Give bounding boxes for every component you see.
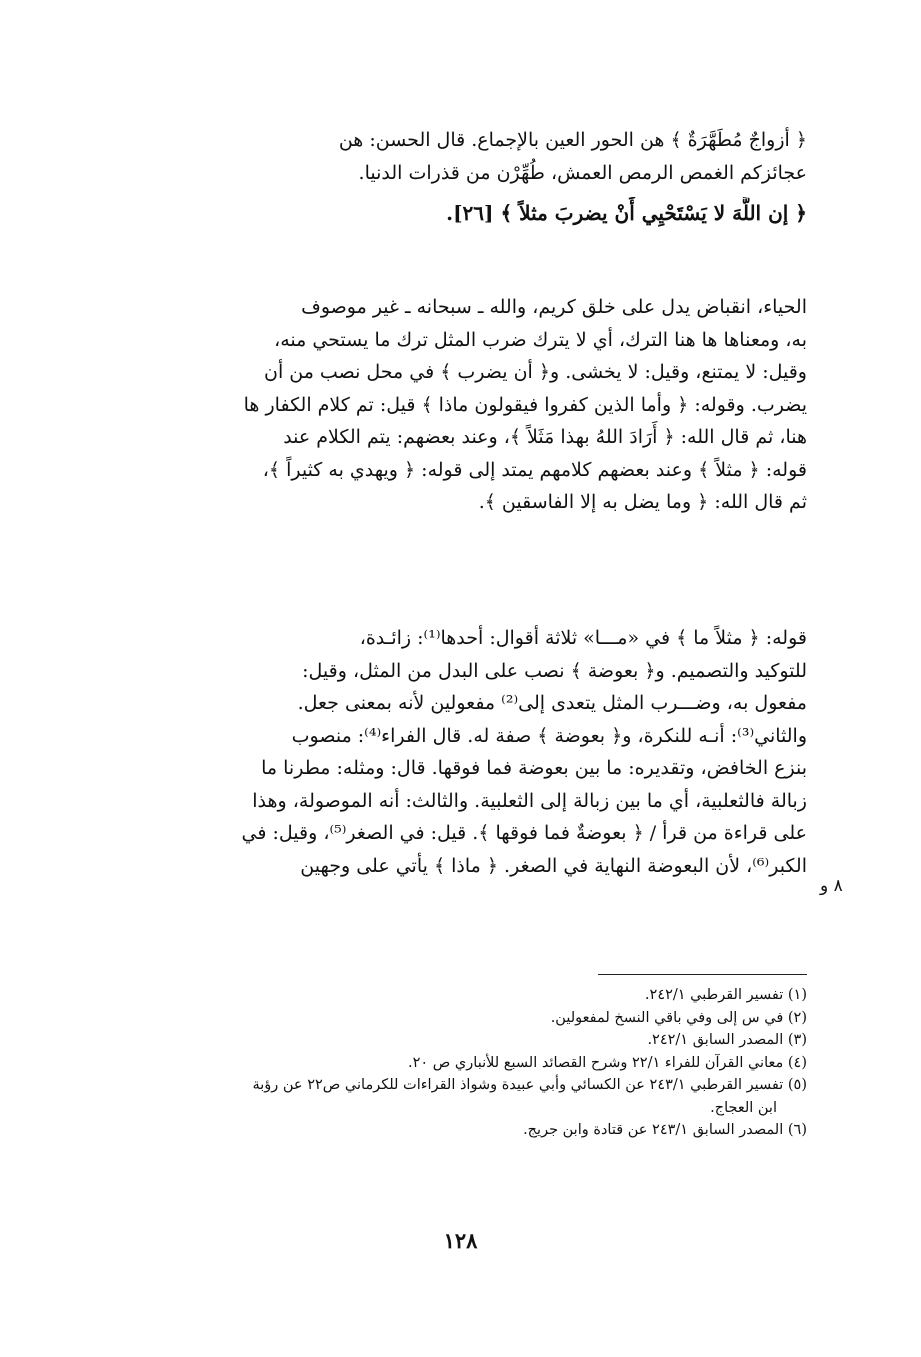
footnotes — [100, 984, 807, 1142]
verse-heading: ﴿ إن اللَّهَ لا يَسْتَحْيِي أَنْ يضربَ مثلاً ﴾ [٢٦]. — [446, 201, 807, 225]
text-line: مفعول به، وضـــرب المثل يتعدى إلى⁽²⁾ مفعولين لأنه بمعنى جعل. — [297, 692, 807, 714]
footnote-continuation: ابن العجاج. — [710, 1099, 777, 1116]
text-line: زبالة فالثعلبية، أي ما بين زبالة إلى الثعلبية. والثالث: أنه الموصولة، وهذا — [252, 789, 807, 812]
footnote: (٢) في س إلى وفي باقي النسخ لمفعولين. — [550, 1009, 807, 1026]
text-line: يضرب. وقوله: ﴿ وأما الذين كفروا فيقولون ماذا ﴾ قيل: تم كلام الكفار ها — [243, 393, 807, 416]
footnote: (٦) المصدر السابق ٢٤٣/١ عن قتادة وابن جريج. — [523, 1122, 807, 1138]
manuscript-folio-note: ٨ و — [820, 876, 843, 896]
footnote: (٥) تفسير القرطبي ٢٤٣/١ عن الكسائي وأبي عبيدة وشواذ القراءات للكرماني ص٢٢ عن رؤبة — [252, 1077, 807, 1093]
text-line: والثاني⁽³⁾: أنـه للنكرة، و﴿ بعوضة ﴾ صفة له. قال الفراء⁽⁴⁾: منصوب — [291, 724, 807, 747]
text-line: على قراءة من قرأ / ﴿ بعوضةٌ فما فوقها ﴾. قيل: في الصغر⁽⁵⁾، وقيل: في — [241, 822, 807, 844]
footnote: (٤) معاني القرآن للفراء ٢٢/١ وشرح القصائد السبع للأنباري ص ٢٠. — [407, 1054, 807, 1071]
commentary-paragraph-2 — [112, 622, 807, 882]
text-line: عجائزكم الغمص الرمص العمش، طُهِّرْن من قذرات الدنيا. — [358, 161, 807, 184]
text-line: به، ومعناها ها هنا الترك، أي لا يترك ضرب المثل ترك ما يستحي منه، — [274, 328, 807, 351]
footnote: (١) تفسير القرطبي ٢٤٢/١. — [644, 987, 807, 1003]
text-line: قوله: ﴿ مثلاً ما ﴾ في «مـــا» ثلاثة أقوال: أحدها⁽¹⁾: زائـدة، — [359, 627, 807, 649]
text-line: الكبر⁽⁶⁾، لأن البعوضة النهاية في الصغر. ﴿ ماذا ﴾ يأتي على وجهين — [300, 854, 807, 877]
page-number: ١٢٨ — [443, 1228, 478, 1253]
text-line: ثم قال الله: ﴿ وما يضل به إلا الفاسقين ﴾. — [478, 491, 807, 513]
text-line: بنزع الخافض، وتقديره: ما بين بعوضة فما فوقها. قال: ومثله: مطرنا ما — [261, 757, 807, 779]
text-line: قوله: ﴿ مثلاً ﴾ وعند بعضهم كلامهم يمتد إلى قوله: ﴿ ويهدي به كثيراً ﴾، — [262, 458, 807, 481]
commentary-paragraph-1 — [112, 291, 807, 519]
footnote-divider — [598, 974, 807, 975]
text-line: وقيل: لا يمتنع، وقيل: لا يخشى. و﴿ أن يضرب ﴾ في محل نصب من أن — [263, 361, 807, 383]
text-line: للتوكيد والتصميم. و﴿ بعوضة ﴾ نصب على البدل من المثل، وقيل: — [302, 659, 807, 682]
intro-paragraph — [112, 124, 807, 230]
text-line: ﴿ أزواجٌ مُطَهَّرَةٌ ﴾ هن الحور العين بالإجماع. قال الحسن: هن — [338, 129, 807, 151]
text-line: الحياء، انقباض يدل على خلق كريم، والله ـ سبحانه ـ غير موصوف — [301, 296, 807, 318]
text-line: هنا، ثم قال الله: ﴿ أَرَادَ اللهُ بهذا مَثَلاً ﴾، وعند بعضهم: يتم الكلام عند — [283, 426, 807, 448]
footnote: (٣) المصدر السابق ٢٤٢/١. — [647, 1032, 807, 1048]
